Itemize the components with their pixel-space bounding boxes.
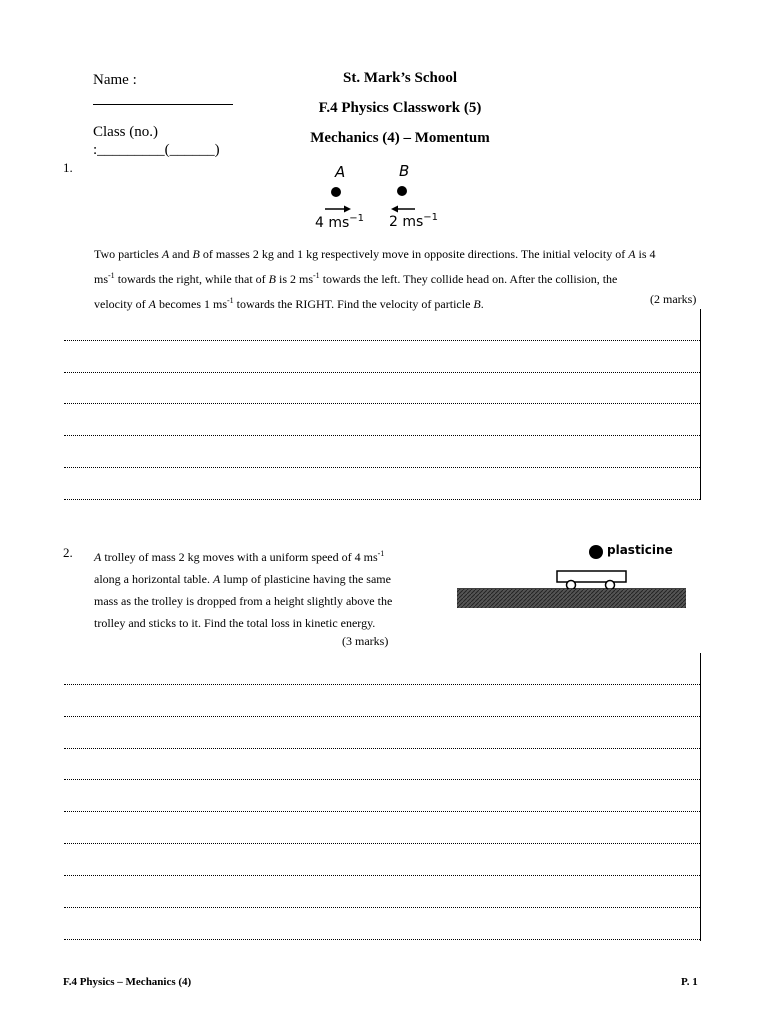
arrow-right-a-head	[344, 206, 351, 213]
trolley-body	[557, 571, 626, 582]
q1-answer-line[interactable]	[64, 403, 700, 404]
fig-label-b: B	[399, 162, 410, 180]
fig-label-a: A	[335, 163, 346, 181]
question-2-text	[94, 543, 434, 634]
question-1-marks: (2 marks)	[650, 292, 697, 306]
particle-b	[397, 186, 407, 196]
q2-answer-line[interactable]	[64, 811, 700, 812]
q2-answer-line[interactable]	[64, 875, 700, 876]
trolley-wheel	[567, 581, 576, 590]
plasticine-lump	[589, 545, 603, 559]
q2-answer-line[interactable]	[64, 843, 700, 844]
q2-answer-line[interactable]	[64, 684, 700, 685]
question-1-text	[94, 243, 706, 315]
q2-answer-line[interactable]	[64, 716, 700, 717]
q1-line-1: Two particles A and B of masses 2 kg and 1 kg respectively move in opposite directions. The initial velocity of A is 4	[94, 247, 656, 261]
q1-answer-line[interactable]	[64, 340, 700, 341]
q1-line-2: $ms^{-1}$ towards the right, while that of B is 2 $ms^{-1}$ towards the left. They collide head on. After the collision, the	[94, 271, 618, 286]
q1-collision-figure	[305, 160, 445, 235]
page-number: P. 1	[681, 976, 698, 988]
q1-answer-line[interactable]	[64, 372, 700, 373]
q1-answer-line[interactable]	[64, 435, 700, 436]
class-blank: :_________(______)	[93, 142, 220, 158]
fig-speed-a: 4 $ms^{-1}$	[315, 213, 365, 231]
table-hatching	[457, 589, 686, 608]
class-label: Class (no.)	[93, 124, 158, 140]
trolley-wheel	[606, 581, 615, 590]
q1-answer-line[interactable]	[64, 499, 700, 500]
topic-title: Mechanics (4) – Momentum	[310, 130, 490, 146]
q2-line-1: A trolley of mass 2 kg moves with a uniform speed of 4 $ms^{-1}$	[94, 549, 385, 564]
plasticine-label: plasticine	[607, 543, 673, 557]
q2-answer-border	[700, 653, 701, 941]
arrow-left-b-head	[391, 206, 398, 213]
q2-answer-line[interactable]	[64, 907, 700, 908]
q1-answer-border	[700, 309, 701, 500]
question-2-marks: (3 marks)	[342, 634, 389, 648]
question-2-number: 2.	[63, 545, 73, 560]
q1-answer-line[interactable]	[64, 467, 700, 468]
q2-answer-line[interactable]	[64, 748, 700, 749]
school-title: St. Mark’s School	[342, 70, 458, 86]
particle-a	[331, 187, 341, 197]
question-1-number: 1.	[63, 160, 73, 175]
fig-speed-b: 2 $ms^{-1}$	[389, 212, 439, 230]
q2-trolley-figure	[455, 538, 690, 612]
q2-answer-line[interactable]	[64, 779, 700, 780]
q2-line-3: mass as the trolley is dropped from a height slightly above the	[94, 594, 393, 608]
footer-title: F.4 Physics – Mechanics (4)	[63, 976, 192, 988]
q2-line-4: trolley and sticks to it. Find the total loss in kinetic energy.	[94, 616, 376, 630]
name-label: Name :	[93, 72, 137, 88]
name-blank-line	[93, 104, 233, 105]
course-title: F.4 Physics Classwork (5)	[318, 100, 482, 116]
q2-answer-line[interactable]	[64, 939, 700, 940]
q2-line-2: along a horizontal table. A lump of plasticine having the same	[94, 572, 391, 586]
q1-line-3: velocity of A becomes 1 $ms^{-1}$ towards the RIGHT. Find the velocity of particle B.	[94, 296, 484, 311]
